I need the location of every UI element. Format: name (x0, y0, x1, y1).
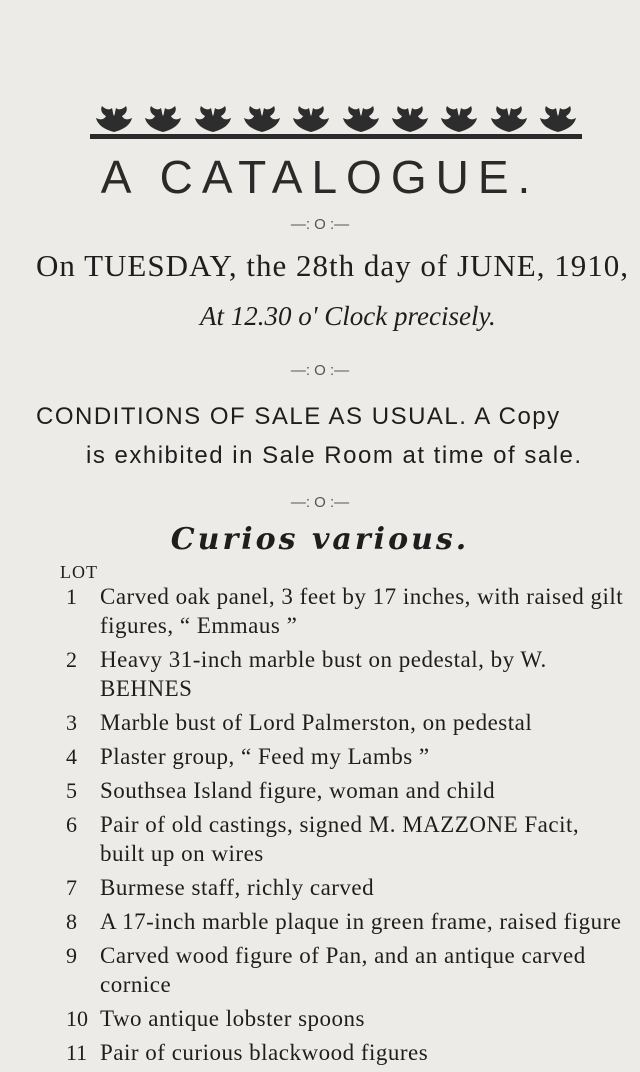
lot-column-label: LOT (60, 562, 98, 582)
lot-item (60, 1038, 630, 1067)
divider-3: —: O :— (290, 494, 350, 511)
leaf-ornament-icon (437, 104, 481, 134)
lot-description: Marble bust of Lord Palmerston, on pedestal (100, 710, 533, 735)
leaf-ornament-icon (191, 104, 235, 134)
lot-description: Heavy 31-inch marble bust on pedestal, by W. BEHNES (100, 647, 547, 701)
leaf-ornament-icon (240, 104, 284, 134)
lot-item (60, 776, 630, 805)
leaf-ornament-icon (339, 104, 383, 134)
conditions-of-sale (36, 397, 636, 475)
lot-item (60, 582, 630, 640)
lot-number: 4 (66, 744, 77, 769)
leaf-ornament-icon (536, 104, 580, 134)
lot-item (60, 742, 630, 771)
lot-number: 1 (66, 584, 77, 609)
lot-description: Southsea Island figure, woman and child (100, 778, 496, 803)
ornament-rule (90, 134, 582, 139)
leaf-ornament-icon (289, 104, 333, 134)
lot-description: Two antique lobster spoons (100, 1006, 366, 1031)
lot-number: 8 (66, 909, 77, 934)
lot-number: 5 (66, 778, 77, 803)
leaf-ornament-icon (141, 104, 185, 134)
lot-item (60, 645, 630, 703)
lot-list (60, 582, 630, 1072)
conditions-line-1: CONDITIONS OF SALE AS USUAL. A Copy (36, 403, 561, 430)
lot-item (60, 810, 630, 868)
leaf-ornament-icon (388, 104, 432, 134)
leaf-ornament-row (92, 100, 580, 134)
section-heading: Curios various. (170, 522, 470, 557)
sale-date: On TUESDAY, the 28th day of JUNE, 1910, (36, 248, 629, 283)
lot-item (60, 907, 630, 936)
lot-description: Plaster group, “ Feed my Lambs ” (100, 744, 430, 769)
lot-item (60, 941, 630, 999)
lot-number: 10 (66, 1006, 88, 1031)
lot-description: Pair of curious blackwood figures (100, 1040, 429, 1065)
sale-time: At 12.30 o' Clock precisely. (200, 301, 496, 331)
lot-number: 11 (66, 1040, 88, 1065)
lot-number: 9 (66, 943, 77, 968)
leaf-ornament-icon (487, 104, 531, 134)
lot-description: Burmese staff, richly carved (100, 875, 375, 900)
lot-description: A 17-inch marble plaque in green frame, raised figure (100, 909, 622, 934)
lot-number: 3 (66, 710, 77, 735)
lot-number: 6 (66, 812, 77, 837)
divider-2: —: O :— (290, 362, 350, 379)
lot-description: Pair of old castings, signed M. MAZZONE Facit, built up on wires (100, 812, 580, 866)
lot-item (60, 708, 630, 737)
lot-item (60, 873, 630, 902)
leaf-ornament-icon (92, 104, 136, 134)
divider-1: —: O :— (290, 216, 350, 233)
lot-number: 2 (66, 647, 77, 672)
conditions-line-2: is exhibited in Sale Room at time of sale. (86, 442, 583, 469)
lot-item (60, 1004, 630, 1033)
lot-number: 7 (66, 875, 77, 900)
lot-description: Carved wood figure of Pan, and an antique carved cornice (100, 943, 586, 997)
catalogue-title: A CATALOGUE. (100, 151, 540, 203)
lot-description: Carved oak panel, 3 feet by 17 inches, with raised gilt figures, “ Emmaus ” (100, 584, 624, 638)
